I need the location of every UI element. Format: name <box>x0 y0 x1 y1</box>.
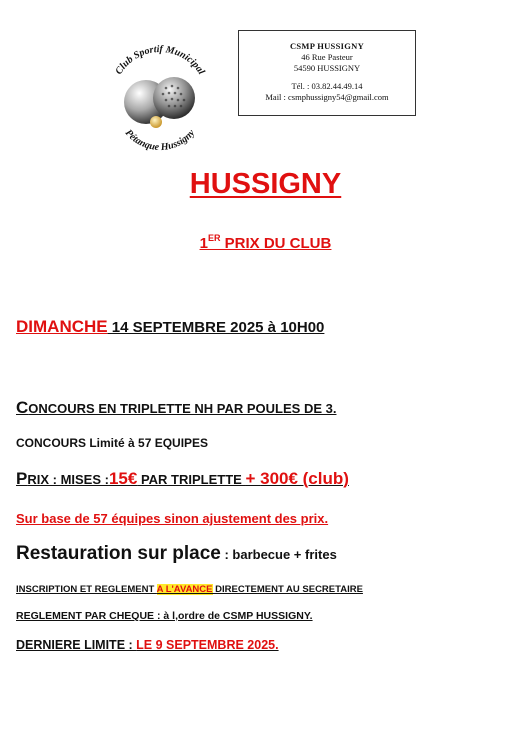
event-day: DIMANCHE <box>16 317 108 336</box>
event-datetime: 14 SEPTEMBRE 2025 à 10H00 <box>107 319 325 336</box>
subtitle-sup: ER <box>207 233 221 243</box>
subtitle <box>0 233 531 252</box>
prix-line <box>16 469 349 489</box>
contact-spacer <box>239 74 415 81</box>
inscription-after: DIRECTEMENT AU SECRETAIRE <box>212 584 363 595</box>
contact-name: CSMP HUSSIGNY <box>289 41 365 51</box>
prix-middle: PAR TRIPLETTE <box>137 472 246 487</box>
inscription-before: INSCRIPTION ET REGLEMENT <box>16 584 157 595</box>
subtitle-num: 1 <box>199 235 208 252</box>
page-title-text: HUSSIGNY <box>189 168 342 200</box>
contact-mail: Mail : csmphussigny54@gmail.com <box>265 92 389 102</box>
contact-street: 46 Rue Pasteur <box>301 52 353 62</box>
restauration-line <box>16 543 337 565</box>
logo-text-top: Club Sportif Municipal <box>113 43 207 77</box>
base-note: Sur base de 57 équipes sinon ajustement des prix. <box>16 511 329 526</box>
restauration-label: Restauration sur place <box>16 543 221 564</box>
svg-text:Club Sportif Municipal <box>113 44 206 77</box>
prix-prefix: RIX : MISES : <box>27 472 109 487</box>
inscription-line <box>16 584 363 595</box>
prix-club-amount: 300€ (club) <box>260 469 349 488</box>
event-date-line <box>16 317 324 337</box>
logo-text-bottom: Pétanque Hussigny <box>122 127 198 154</box>
prix-plus: + <box>245 469 261 488</box>
prix-label <box>16 469 349 488</box>
reglement-line: REGLEMENT PAR CHEQUE : à l,ordre de CSMP HUSSIGNY. <box>16 610 313 622</box>
contact-phone: Tél. : 03.82.44.49.14 <box>291 81 363 91</box>
concours-format-line <box>16 398 336 418</box>
concours-format-cap: C <box>16 398 29 417</box>
petanque-balls-icon <box>100 36 220 156</box>
deadline-label: DERNIERE LIMITE : <box>16 638 137 652</box>
contact-box <box>238 30 416 116</box>
svg-text:Pétanque Hussigny <box>123 127 198 153</box>
inscription-highlight: A L'AVANCE <box>156 584 213 595</box>
deadline-line <box>16 638 279 652</box>
concours-format-text: ONCOURS EN TRIPLETTE NH PAR POULES DE 3. <box>28 401 337 416</box>
prix-cap: P <box>16 469 28 488</box>
restauration-detail: : barbecue + frites <box>220 547 337 562</box>
contact-city: 54590 HUSSIGNY <box>293 63 361 73</box>
subtitle-rest: PRIX DU CLUB <box>220 235 332 252</box>
subtitle-text <box>200 235 332 252</box>
deadline-date: LE 9 SEPTEMBRE 2025. <box>136 638 279 652</box>
page-title <box>0 168 531 201</box>
concours-limit-line: CONCOURS Limité à 57 EQUIPES <box>16 436 209 450</box>
club-logo <box>100 36 220 156</box>
prix-mise-amount: 15€ <box>108 469 138 488</box>
